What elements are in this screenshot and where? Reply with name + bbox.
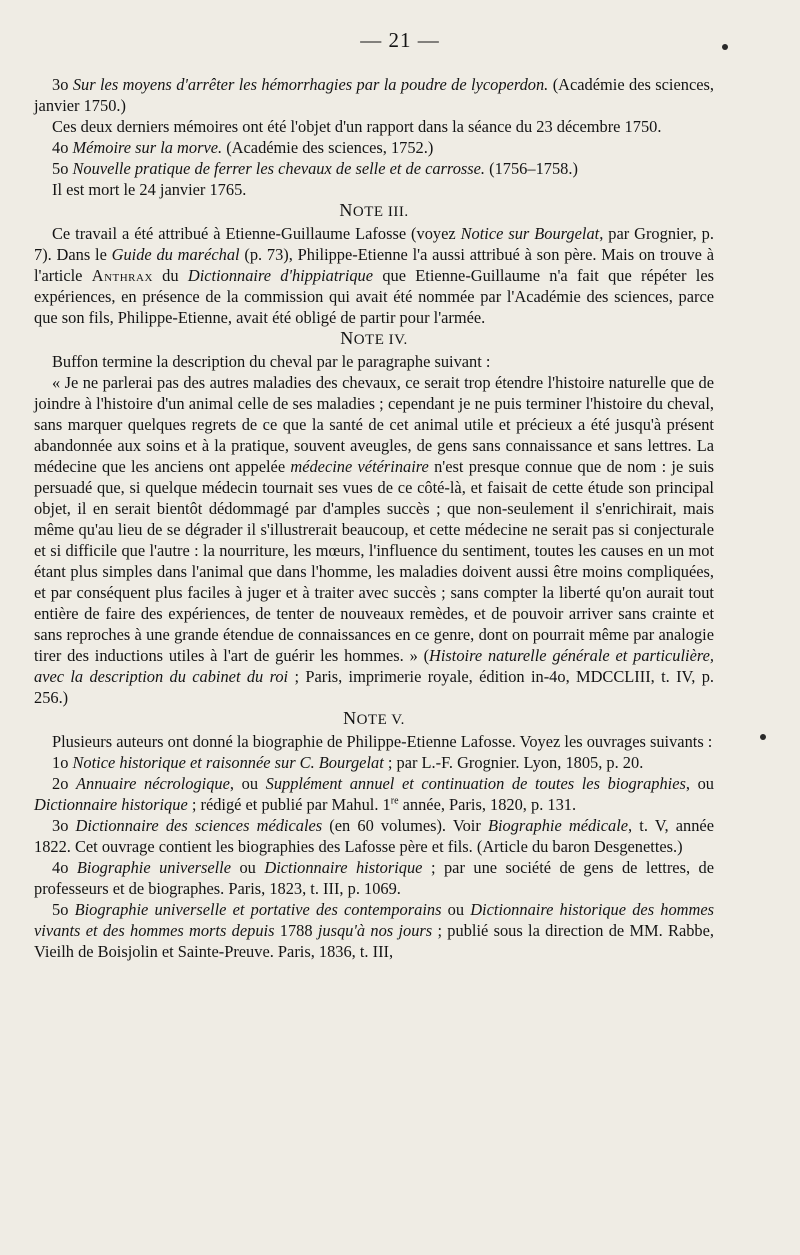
memoir-item-4: 4o Mémoire sur la morve. (Académie des sciences, 1752.) [52, 138, 434, 157]
note-3-paragraph: Ce travail a été attribué à Etienne-Guillaume Lafosse (voyez Notice sur Bourgelat, par Grognier, p. 7). Dans le Guide du maréchal (p. 73), Philippe-Etienne l'a aussi attribué à son père. Mais on trouve à l'article Anthrax du Dictionnaire d'hippiatrique que Etienne-Guillaume n'a fait que répéter les expériences, en présence de la commission qui avait été nommée par l'Académie des sciences, parce que son fils, Philippe-Etienne, avait été obligé de partir pour l'armée. [34, 224, 714, 327]
bibliography-item-5: 5o Biographie universelle et portative des contemporains ou Dictionnaire historique des hommes vivants et des hommes morts depuis 1788 jusqu'à nos jours ; publié sous la direction de MM. Rabbe, Vieilh de Boisjolin et Sainte-Preuve. Paris, 1836, t. III, [34, 900, 714, 961]
note-5-heading: NOTE V. [343, 708, 405, 728]
ink-spot [760, 734, 766, 740]
memoir-title: Mémoire sur la morve. [72, 138, 223, 157]
memoir-title: Nouvelle pratique de ferrer les chevaux de selle et de carrosse. [72, 159, 486, 178]
bibliography-item-3: 3o Dictionnaire des sciences médicales (en 60 volumes). Voir Biographie médicale, t. V, année 1822. Cet ouvrage contient les biographies des Lafosse père et fils. (Article du baron Desgenettes.) [34, 816, 714, 856]
page-number: — 21 — [360, 28, 440, 52]
note-5-intro: Plusieurs auteurs ont donné la biographie de Philippe-Etienne Lafosse. Voyez les ouvrages suivants : [52, 732, 713, 751]
note-3-heading: NOTE III. [339, 200, 409, 220]
buffon-quote: « Je ne parlerai pas des autres maladies des chevaux, ce serait trop étendre l'histoire naturelle que de joindre à l'histoire d'un animal celle de ses maladies ; cependant je ne puis terminer l'histoire du cheval, sans marquer quelques regrets de ce que la santé de cet animal utile et précieux a été jusqu'à présent abandonnée aux soins et à la pratique, souvent aveugles, de gens sans connaissance et sans lettres. La médecine que les anciens ont appelée médecine vétérinaire n'est presque connue que de nom : je suis persuadé que, si quelque médecin tournait ses vues de ce côté-là, et faisait de cette étude son principal objet, il en serait bientôt dédommagé par d'amples succès ; que non-seulement il s'enrichirait, mais même qu'au lieu de se dégrader il s'illustrerait beaucoup, et cette médecine ne serait pas si conjecturale et si difficile que l'autre : la nourriture, les mœurs, l'influence du sentiment, toutes les causes en un mot étant plus simples dans l'animal que dans l'homme, les maladies doivent aussi être moins compliquées, et par conséquent plus faciles à juger et à traiter avec succès ; sans compter la liberté qu'on aurait tout entière de faire des expériences, de tenter de nouveaux remèdes, et de pouvoir arriver sans crainte et sans reproches à une grande étendue de connaissances en ce genre, dont on pourrait même par analogie tirer des inductions utiles à l'art de guérir les hommes. » (Histoire naturelle générale et particulière, avec la description du cabinet du roi ; Paris, imprimerie royale, édition in-4o, MDCCLIII, t. IV, p. 256.) [34, 373, 715, 707]
note-4-intro: Buffon termine la description du cheval par le paragraphe suivant : [52, 352, 491, 371]
bibliography-item-2: 2o Annuaire nécrologique, ou Supplément annuel et continuation de toutes les biographies, ou Dictionnaire historique ; rédigé et publié par Mahul. 1re année, Paris, 1820, p. 131. [34, 774, 714, 814]
memoir-item-3: 3o Sur les moyens d'arrêter les hémorrhagies par la poudre de lycoperdon. (Académie des sciences, janvier 1750.) [34, 75, 714, 115]
death-date-line: Il est mort le 24 janvier 1765. [52, 180, 247, 199]
bibliography-item-1: 1o Notice historique et raisonnée sur C. Bourgelat ; par L.-F. Grognier. Lyon, 1805, p. 20. [52, 753, 644, 772]
report-paragraph: Ces deux derniers mémoires ont été l'objet d'un rapport dans la séance du 23 décembre 1750. [52, 117, 662, 136]
ink-spot [722, 44, 728, 50]
memoir-item-5: 5o Nouvelle pratique de ferrer les chevaux de selle et de carrosse. (1756–1758.) [52, 159, 578, 178]
bibliography-item-4: 4o Biographie universelle ou Dictionnaire historique ; par une société de gens de lettres, de professeurs et de biographes. Paris, 1823, t. III, p. 1069. [34, 858, 714, 898]
page-body [34, 74, 714, 962]
memoir-title: Sur les moyens d'arrêter les hémorrhagies par la poudre de lycoperdon. [72, 75, 549, 94]
note-4-heading: NOTE IV. [340, 328, 408, 348]
